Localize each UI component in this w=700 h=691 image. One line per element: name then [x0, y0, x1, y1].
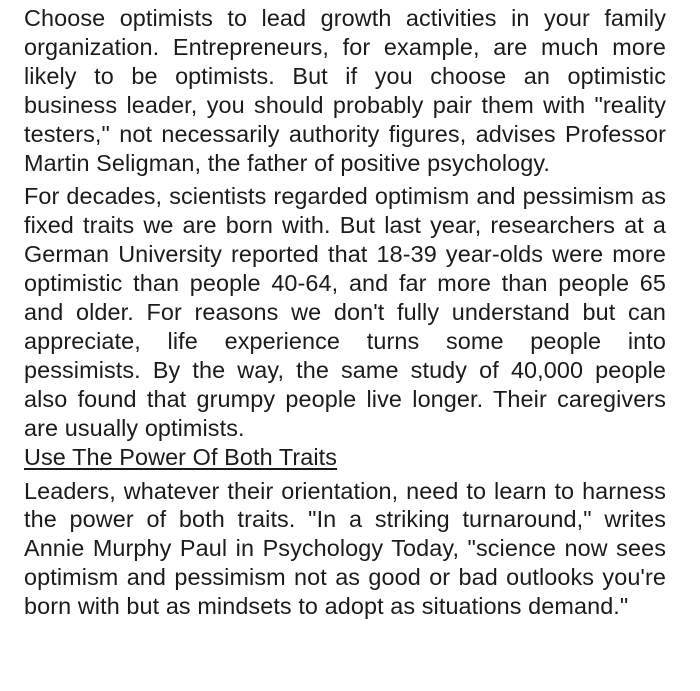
article-body — [24, 4, 666, 621]
paragraph-optimists-lead-growth: Choose optimists to lead growth activities in your family organization. Entrepreneurs, for example, are much more likely to be optimists. But if you choose an optimistic business leader, you should probably pair them with "reality testers," not necessarily authority figures, advises Professor Martin Seligman, the father of positive psychology. — [24, 5, 666, 176]
paragraph-both-traits: Leaders, whatever their orientation, need to learn to harness the power of both traits. "In a striking turnaround," writes Annie Murphy Paul in Psychology Today, "science now sees optimism and pessimism not as good or bad outlooks you're born with but as mindsets to adopt as situations demand." — [24, 477, 666, 620]
section-heading: Use The Power Of Both Traits — [24, 443, 338, 470]
paragraph-optimism-research: For decades, scientists regarded optimism and pessimism as fixed traits we are born with. But last year, researchers at a German University reported that 18-39 year-olds were more optimistic than people 40-64, and far more than people 65 and older. For reasons we don't fully understand but can appreciate, life experience turns some people into pessimists. By the way, the same study of 40,000 people also found that grumpy people live longer. Their caregivers are usually optimists. — [24, 183, 666, 441]
